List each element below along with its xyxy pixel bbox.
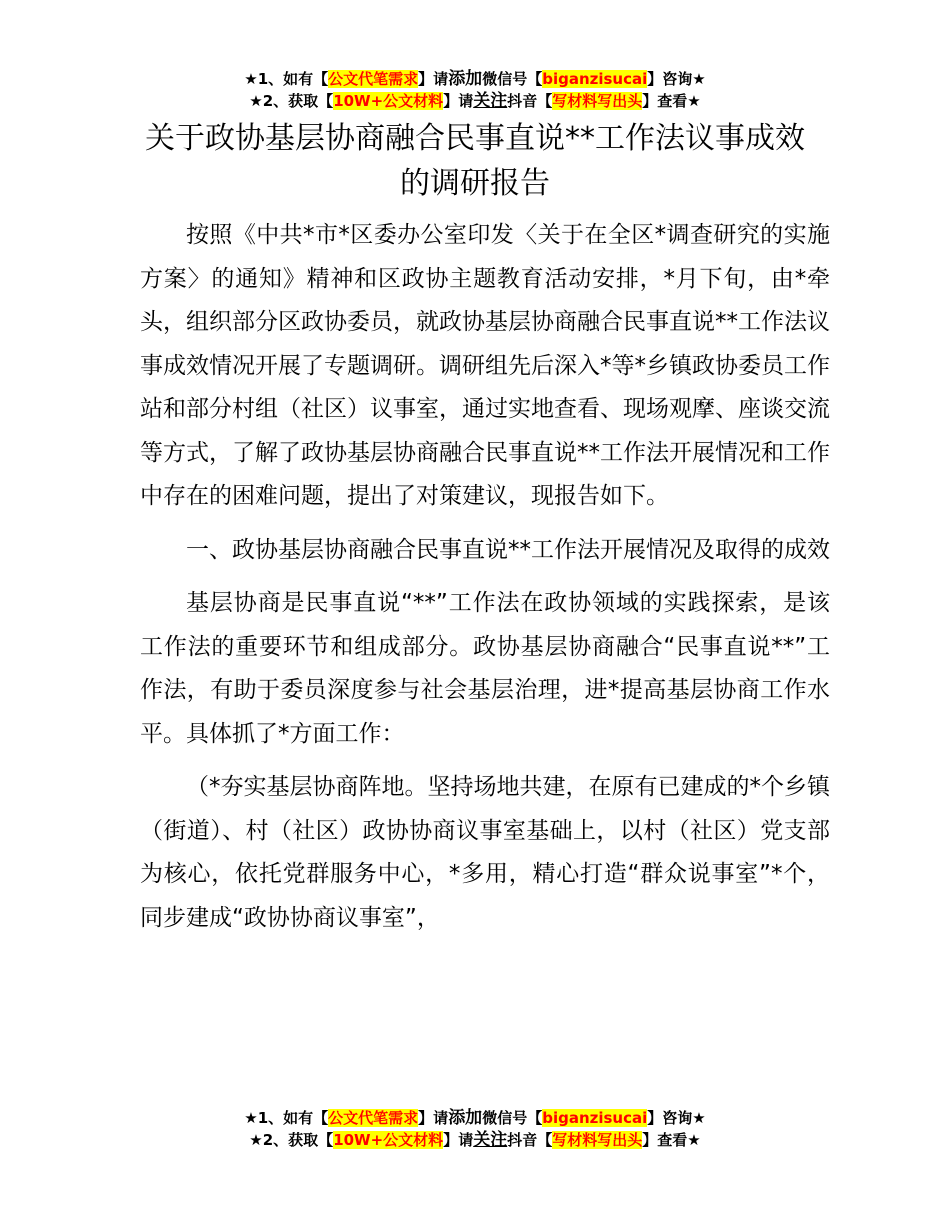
banner-text: 关注 <box>473 1130 508 1150</box>
banner-text: ★1、如有【 <box>244 1109 329 1127</box>
banner-text: 微信号【 <box>482 70 543 88</box>
banner-text: 】咨询★ <box>647 70 706 88</box>
banner-highlight: 10W+公文材料 <box>333 92 444 110</box>
banner-highlight: 10W+公文材料 <box>333 1131 444 1149</box>
banner-text: 】查看★ <box>642 1131 701 1149</box>
banner-text: 抖音【 <box>507 92 553 110</box>
banner-text: 】咨询★ <box>647 1109 706 1127</box>
banner-highlight: 公文代笔需求 <box>328 1109 419 1127</box>
banner-text: 关注 <box>473 91 508 111</box>
banner-text: ★2、获取【 <box>249 92 334 110</box>
banner-text: 添加 <box>448 69 483 89</box>
banner-text: ★1、如有【 <box>244 70 329 88</box>
banner-text: 】请 <box>418 70 449 88</box>
paragraph: 基层协商是民事直说“**”工作法在政协领域的实践探索，是该工作法的重要环节和组成部分。政协基层协商融合“民事直说**”工作法，有助于委员深度参与社会基层治理，进*提高基层协商工作水平。具体抓了*方面工作： <box>140 590 830 747</box>
banner-line-2 <box>0 90 950 112</box>
top-banner <box>0 68 950 112</box>
banner-text: 抖音【 <box>507 1131 553 1149</box>
bottom-banner <box>0 1107 950 1151</box>
banner-text: 】请 <box>443 1131 474 1149</box>
banner-text: 】查看★ <box>642 92 701 110</box>
banner-line-2 <box>0 1129 950 1151</box>
banner-wechat-id: biganzisucai <box>542 70 648 88</box>
banner-text: 】请 <box>443 92 474 110</box>
banner-highlight: 公文代笔需求 <box>328 70 419 88</box>
banner-line-1 <box>0 68 950 90</box>
banner-text: 微信号【 <box>482 1109 543 1127</box>
banner-line-1 <box>0 1107 950 1129</box>
paragraph: （*夯实基层协商阵地。坚持场地共建，在原有已建成的*个乡镇（街道）、村（社区）政协协商议事室基础上，以村（社区）党支部为核心，依托党群服务中心，*多用，精心打造“群众说事室”*个，同步建成“政协协商议事室”， <box>140 774 830 931</box>
banner-douyin-id: 写材料写出头 <box>552 92 643 110</box>
banner-douyin-id: 写材料写出头 <box>552 1131 643 1149</box>
section-heading-1: 一、政协基层协商融合民事直说**工作法开展情况及取得的成效 <box>186 536 830 563</box>
banner-wechat-id: biganzisucai <box>542 1109 648 1127</box>
paragraph-intro: 按照《中共*市*区委办公室印发〈关于在全区*调查研究的实施方案〉的通知》精神和区政协主题教育活动安排，*月下旬，由*牵头，组织部分区政协委员，就政协基层协商融合民事直说**工作法议事成效情况开展了专题调研。调研组先后深入*等*乡镇政协委员工作站和部分村组（社区）议事室，通过实地查看、现场观摩、座谈交流等方式，了解了政协基层协商融合民事直说**工作法开展情况和工作中存在的困难问题，提出了对策建议，现报告如下。 <box>140 222 830 509</box>
banner-text: ★2、获取【 <box>249 1131 334 1149</box>
banner-text: 添加 <box>448 1108 483 1128</box>
document-title: 关于政协基层协商融合民事直说**工作法议事成效的调研报告 <box>145 121 805 201</box>
document-body <box>140 214 830 950</box>
banner-text: 】请 <box>418 1109 449 1127</box>
